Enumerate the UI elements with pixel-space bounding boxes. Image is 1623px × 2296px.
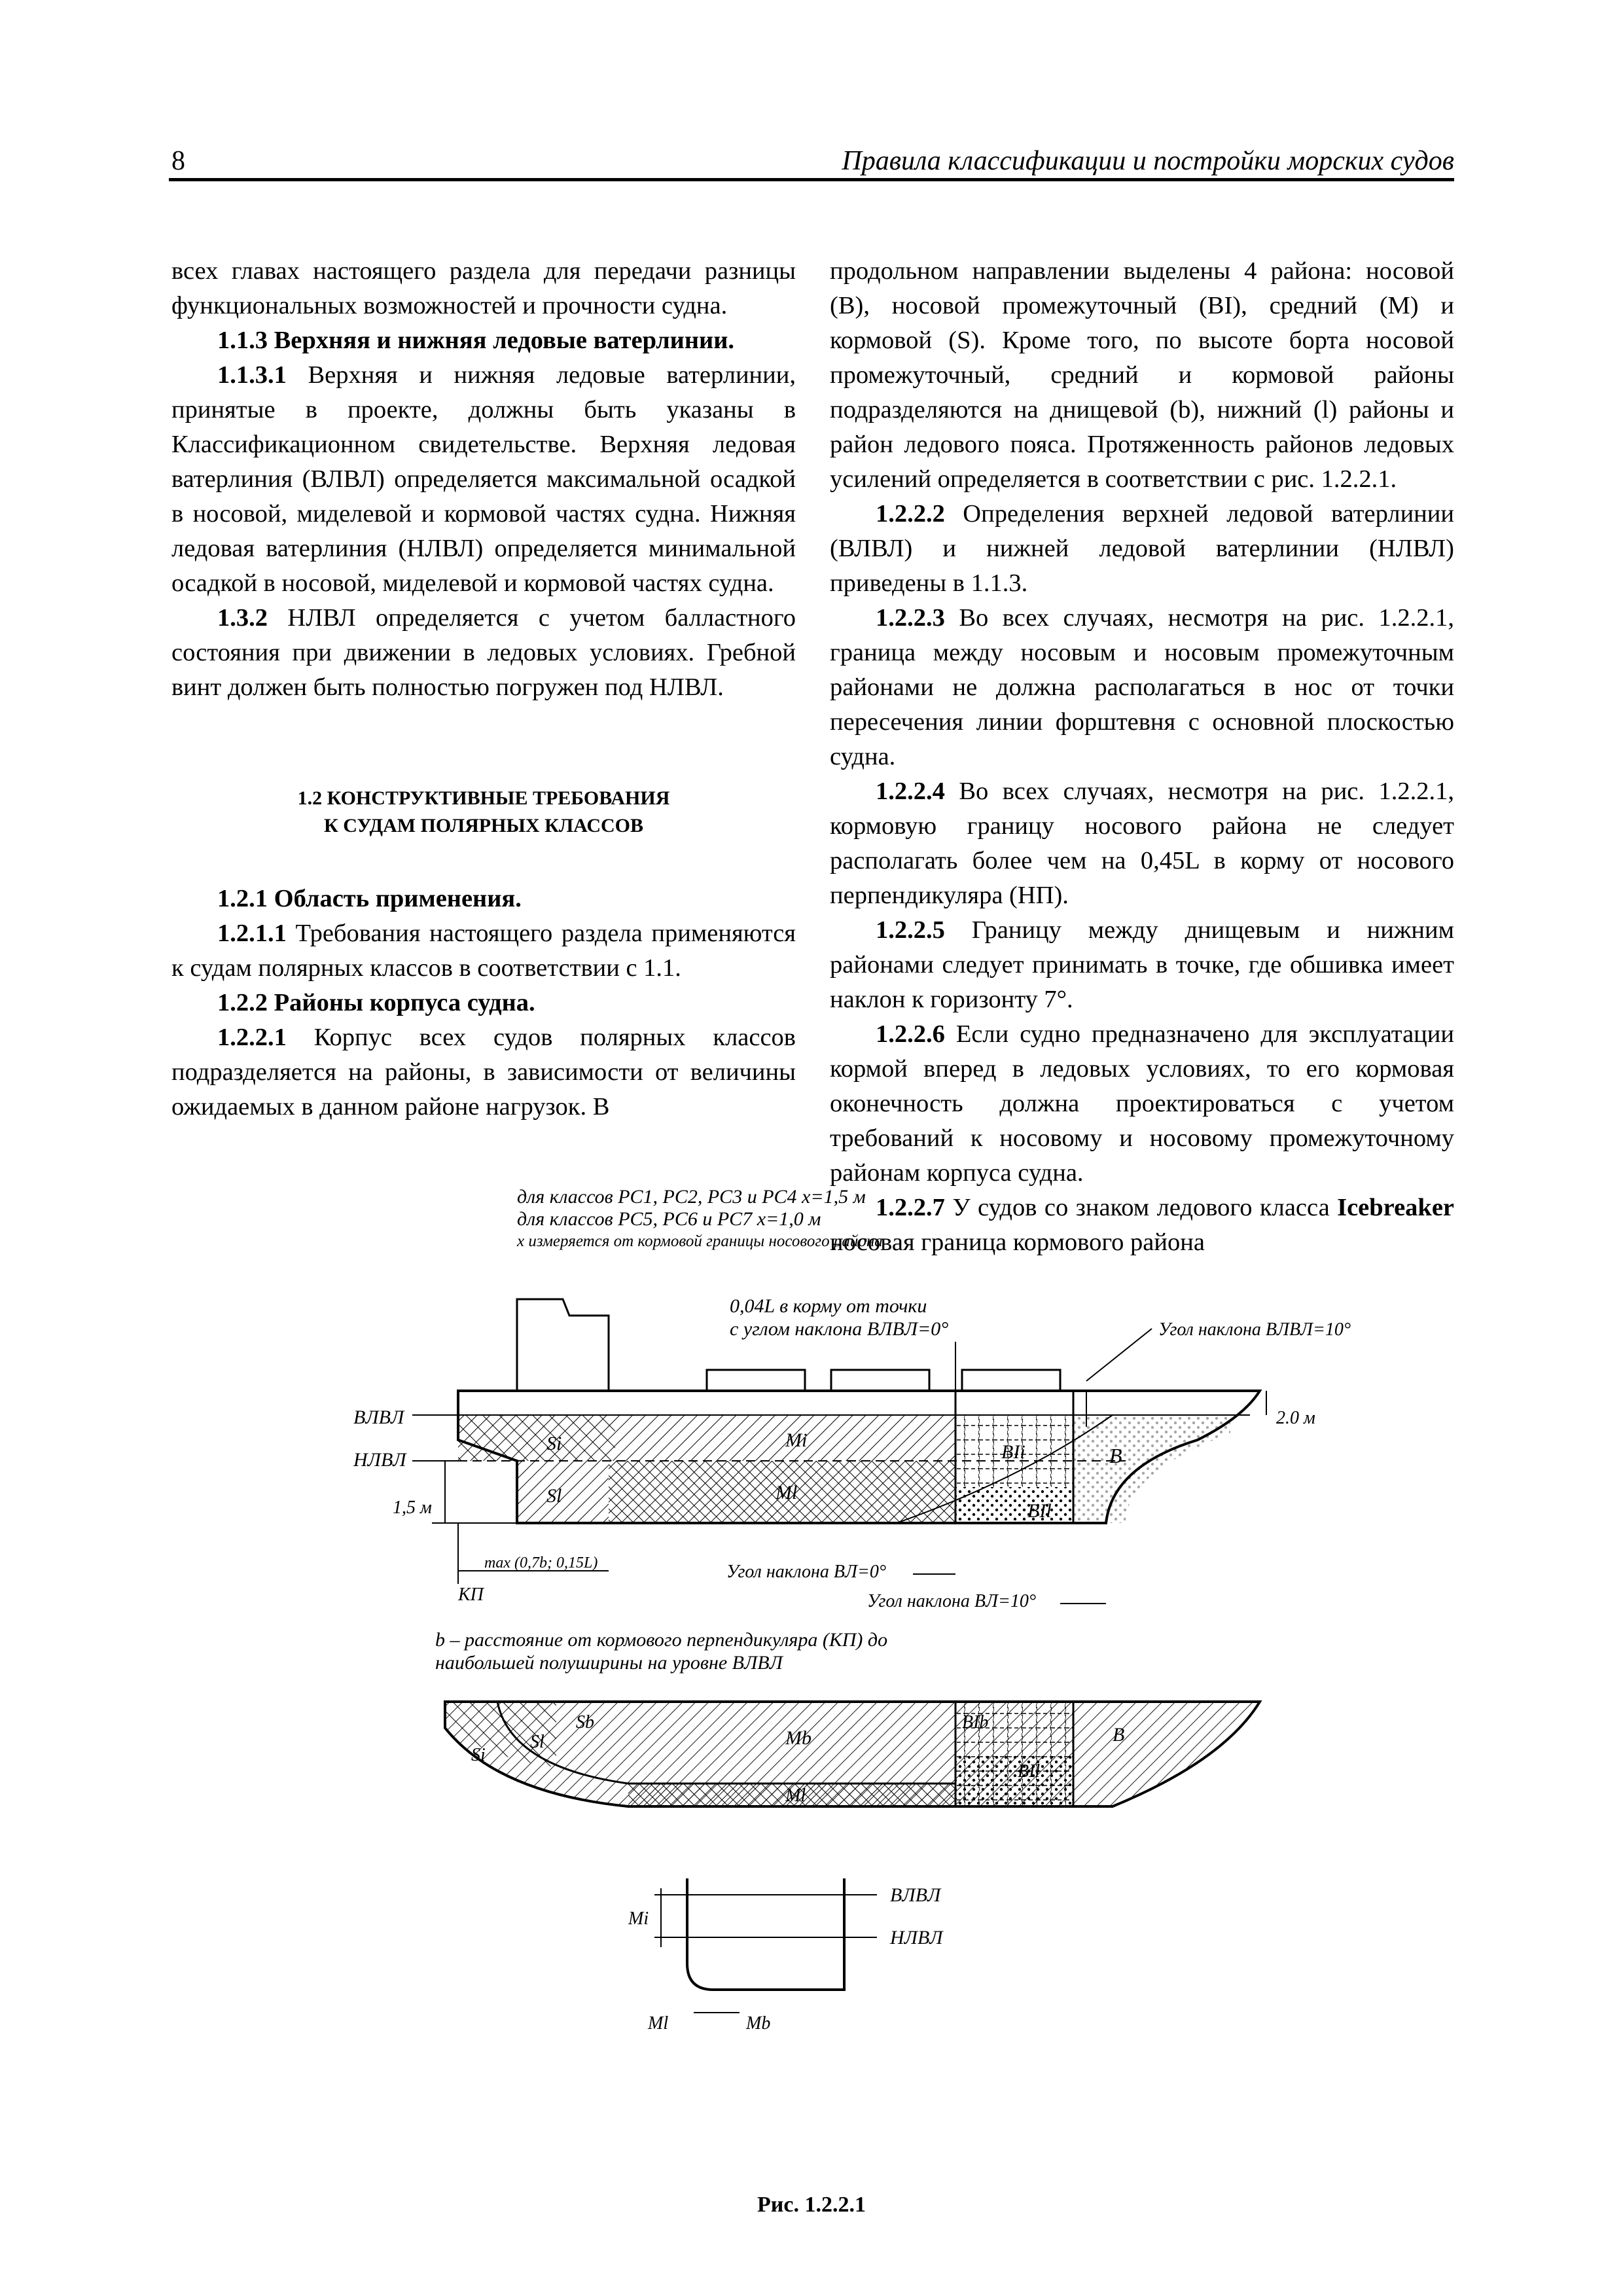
region-label: Si (471, 1745, 486, 1765)
dimension-label: КП (458, 1585, 484, 1605)
region-label: Ml (785, 1785, 806, 1806)
annotation: Угол наклона ВЛ=10° (867, 1591, 1037, 1611)
running-title: Правила классификации и постройки морских судов (842, 146, 1454, 176)
paragraph: 1.2.2.6 Если судно предназначено для эксплуатации кормой вперед в ледовых условиях, то его кормовая оконечность должна проектироваться с учетом требований к носовому и носовому промежуточному районам корпуса судна. (830, 1020, 1454, 1187)
region-label: Si (546, 1433, 562, 1454)
dimension-label: 2.0 м (1276, 1408, 1315, 1428)
paragraph: 1.2.2.3 Во всех случаях, несмотря на рис. 1.2.2.1, граница между носовым и носовым промежуточным районами не должна располагаться в нос от точки пересечения линии форштевня с основной плоскостью судна. (830, 604, 1454, 770)
paragraph: 1.2.2.5 Границу между днищевым и нижним районами следует принимать в точке, где обшивка имеет наклон к горизонту 7°. (830, 916, 1454, 1013)
cross-section (628, 1878, 944, 2034)
region-label: BIl (1018, 1761, 1041, 1782)
region-label: Mb (746, 2013, 771, 2034)
figure-hull-regions (0, 1172, 1623, 2153)
section-title: 1.2 КОНСТРУКТИВНЫЕ ТРЕБОВАНИЯ К СУДАМ ПОЛЯРНЫХ КЛАССОВ (297, 787, 670, 836)
page-number: 8 (171, 146, 185, 176)
subheading: 1.2.2 Районы корпуса судна. (217, 989, 535, 1016)
subheading: 1.2.1 Область применения. (217, 885, 522, 912)
region-label: Sl (530, 1732, 544, 1752)
figure-caption: Рис. 1.2.2.1 (757, 2193, 866, 2217)
annotation: с углом наклона ВЛВЛ=0° (730, 1318, 949, 1340)
waterline-label: ВЛВЛ (890, 1884, 941, 1906)
paragraph: 1.1.3.1 Верхняя и нижняя ледовые ватерлинии, принятые в проекте, должны быть указаны в Классификационном свидетельстве. Верхняя ледовая ватерлиния (ВЛВЛ) определяется максимальной осадкой в носовой, миделевой и кормовой частях судна. Нижняя ледовая ватерлиния (НЛВЛ) определяется минимальной осадкой в носовой, миделевой и кормовой частях судна. (171, 361, 796, 597)
left-column (171, 254, 796, 1124)
region-label: Mi (628, 1909, 649, 1929)
paragraph: всех главах настоящего раздела для передачи разницы функциональных возможностей и прочности судна. (171, 257, 796, 319)
figure-note: b – расстояние от кормового перпендикуляра (КП) до (435, 1629, 888, 1651)
region-label: Sb (576, 1712, 594, 1732)
paragraph: 1.2.2.1 Корпус всех судов полярных классов подразделяется на районы, в зависимости от величины ожидаемых в данном районе нагрузок. В (171, 1024, 796, 1121)
annotation: Угол наклона ВЛВЛ=10° (1158, 1319, 1351, 1340)
annotation: Угол наклона ВЛ=0° (726, 1562, 887, 1582)
region-label: BIb (962, 1712, 989, 1732)
region-label: B (1113, 1724, 1125, 1746)
figure-note: для классов PC5, PC6 и PC7 x=1,0 м (517, 1208, 821, 1230)
region-label: Ml (776, 1482, 798, 1503)
region-label: BIi (1001, 1441, 1026, 1463)
region-label: B (1109, 1444, 1122, 1467)
subheading: 1.1.3 Верхняя и нижняя ледовые ватерлинии. (217, 327, 735, 354)
region-label: Sl (546, 1485, 562, 1507)
paragraph: 1.2.2.2 Определения верхней ледовой ватерлинии (ВЛВЛ) и нижней ледовой ватерлинии (НЛВЛ) приведены в 1.1.3. (830, 500, 1454, 597)
right-column (830, 254, 1454, 1260)
paragraph: 1.2.2.4 Во всех случаях, несмотря на рис. 1.2.2.1, кормовую границу носового района не следует располагать более чем на 0,45L в корму от носового перпендикуляра (НП). (830, 778, 1454, 909)
annotation: 0,04L в корму от точки (730, 1295, 927, 1317)
figure-note: для классов PC1, PC2, PC3 и PC4 x=1,5 м (517, 1186, 866, 1208)
paragraph: продольном направлении выделены 4 района: носовой (B), носовой промежуточный (BI), средний (M) и кормовой (S). Кроме того, по высоте борта носовой промежуточный, средний и кормовой районы подразделяются на днищевой (b), нижний (l) районы и район ледового пояса. Протяженность районов ледовых усилений определяется в соответствии с рис. 1.2.2.1. (830, 257, 1454, 493)
header-rule (169, 178, 1454, 181)
region-label: Mb (785, 1727, 812, 1749)
figure-note: x измеряется от кормовой границы носового района (517, 1232, 883, 1250)
waterline-label: НЛВЛ (353, 1449, 406, 1471)
side-elevation (353, 1295, 1351, 1611)
waterline-label: НЛВЛ (890, 1927, 943, 1948)
plan-view (445, 1702, 1260, 1806)
dimension-label: 1,5 м (393, 1498, 432, 1518)
figure-note: наибольшей полуширины на уровне ВЛВЛ (435, 1652, 783, 1674)
waterline-label: ВЛВЛ (353, 1407, 404, 1428)
region-label: Mi (785, 1429, 808, 1451)
dimension-label: max (0,7b; 0,15L) (484, 1554, 598, 1571)
paragraph: 1.2.1.1 Требования настоящего раздела применяются к судам полярных классов в соответствии с 1.1. (171, 920, 796, 982)
paragraph: 1.2.2.7 У судов со знаком ледового класса Icebreaker носовая граница кормового района (830, 1194, 1454, 1256)
region-label: Ml (648, 2013, 669, 2034)
region-label: BIl (1027, 1500, 1052, 1522)
paragraph: 1.3.2 НЛВЛ определяется с учетом балластного состояния при движении в ледовых условиях. Гребной винт должен быть полностью погружен под НЛВЛ. (171, 604, 796, 701)
